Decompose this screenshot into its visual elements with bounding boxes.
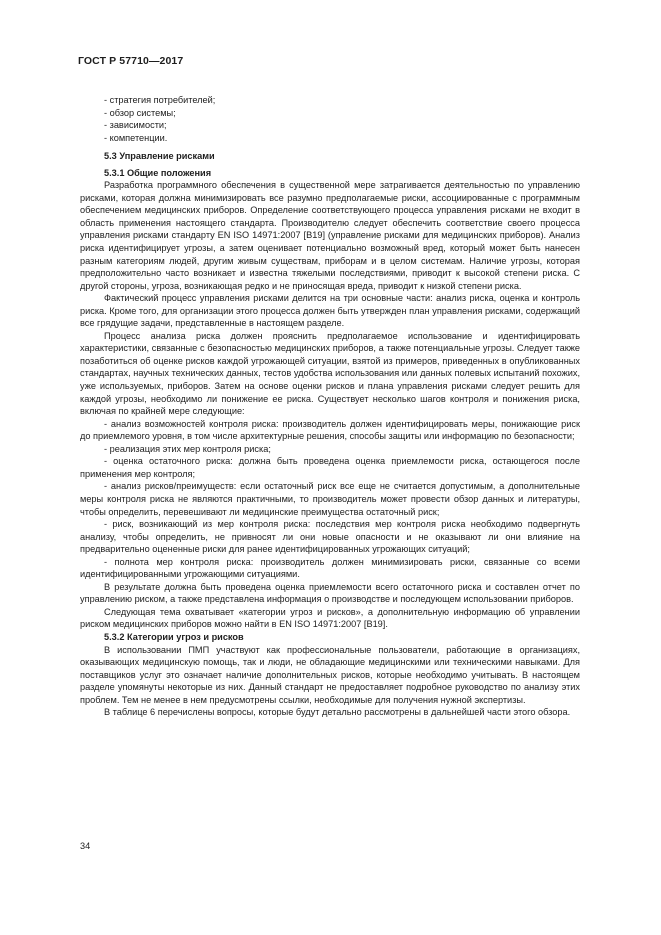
section-title: 5.3 Управление рисками [104,151,215,162]
risk-step-item: - реализация этих мер контроля риска; [104,443,271,454]
page-number: 34 [80,841,91,851]
risk-step-item: - полнота мер контроля риска: производитель должен минимизировать риски, связанные со всеми идентифицированными угрожающими ситуациями. [80,556,580,580]
intro-list-item: - обзор системы; [104,107,176,118]
paragraph-software-risk: Разработка программного обеспечения в существенной мере затрагивается деятельностью по управлению рисками, которая должна минимизировать все разумно предполагаемые риски, ассоциированные с программным обеспечением медицинских приборов. Определение соответствующего процесса управления рисками не входит в область применения настоящего стандарта. Производителю следует обеспечить соответствие своего процесса управления рисками стандарту EN ISO 14971:2007 [B19] (управление рисками для медицинских приборов). Анализ риска идентифицирует угрозы, а затем оценивает потенциально возможный вред, который может быть нанесен разным категориям людей, другим живым существам, приборам и в целом системам. Наличие угрозы, которая предположительно часто возникает и известна тяжелыми последствиями, приводит к высокой степени риска. С другой стороны, угроза, возникающая редко и не приносящая вреда, приводит к низкой степени риска. [80,180,580,291]
intro-list-item: - стратегия потребителей; [104,95,216,105]
risk-step-item: - риск, возникающий из мер контроля риска: последствия мер контроля риска необходимо подвергнуть анализу, чтобы определить, не привносят ли они новые опасности и не оказывают ли они влияние на предварительно оцененные риски для ранее идентифицированных угрожающих ситуаций; [80,519,580,555]
intro-list-item: - компетенции. [104,132,168,143]
subsection-title-general: 5.3.1 Общие положения [104,167,212,178]
paragraph-risk-analysis: Процесс анализа риска должен прояснить предполагаемое использование и идентифицировать характеристики, связанные с безопасностью медицинских приборов, а также потенциальные угрозы. Следует также позаботиться об оценке рисков каждой угрожающей ситуации, взятой из примеров, приведенных в опубликованных стандартах, научных технических данных, тестов удобства использования или данных полевых испытаний похожих, уже используемых, приборов. Затем на основе оценки рисков и плана управления рисками следует решить для каждой угрозы, необходимо ли понижение ее риска. Существует несколько шагов контроля и понижения риска, включая по крайней мере следующие: [80,330,580,417]
risk-step-item: - анализ рисков/преимуществ: если остаточный риск все еще не считается допустимым, а дополнительные меры контроля риска не являются практичными, то производитель может провести обзор данных и литературы, чтобы определить, перевешивают ли медицинские преимущества остаточный риск; [80,481,580,517]
page-content [80,94,580,719]
paragraph-table-reference: В таблице 6 перечислены вопросы, которые будут детально рассмотрены в дальнейшей части этого обзора. [104,707,571,718]
paragraph-process-parts: Фактический процесс управления рисками делится на три основные части: анализ риска, оценка и контроль риска. Кроме того, для организации этого процесса должен быть утвержден план управления рисками, содержащий все грядущие задачи, представленные в настоящем разделе. [80,293,580,329]
subsection-title-categories: 5.3.2 Категории угроз и рисков [104,631,244,642]
risk-step-item: - анализ возможностей контроля риска: производитель должен идентифицировать меры, понижающие риск до приемлемого уровня, в том числе архитектурные решения, способы защиты или информацию по безопасности; [80,418,580,442]
document-standard-header: ГОСТ Р 57710—2017 [78,55,184,67]
paragraph-residual-risk: В результате должна быть проведена оценка приемлемости всего остаточного риска и составлен отчет по управлению риском, а также представлена информация о производстве и последующем использовании приборов. [80,581,580,605]
paragraph-next-topic: Следующая тема охватывает «категории угроз и рисков», а дополнительную информацию об управлении риском медицинских приборов можно найти в EN ISO 14971:2007 [B19]. [80,606,580,630]
paragraph-pmp-users: В использовании ПМП участвуют как профессиональные пользователи, работающие в организациях, оказывающих медицинскую помощь, так и люди, не обладающие медицинскими или техническими навыками. Для поставщиков услуг это означает наличие дополнительных рисков, которые необходимо учитывать. В настоящем разделе упомянуты некоторые из них. Данный стандарт не предоставляет подробное руководство по анализу этих проблем. Тем не менее в нем предусмотрены ссылки, необходимые для получения нужной экспертизы. [80,644,580,705]
risk-step-item: - оценка остаточного риска: должна быть проведена оценка приемлемости риска, остающегося после применения мер контроля; [80,456,580,479]
intro-list-item: - зависимости; [104,120,167,131]
